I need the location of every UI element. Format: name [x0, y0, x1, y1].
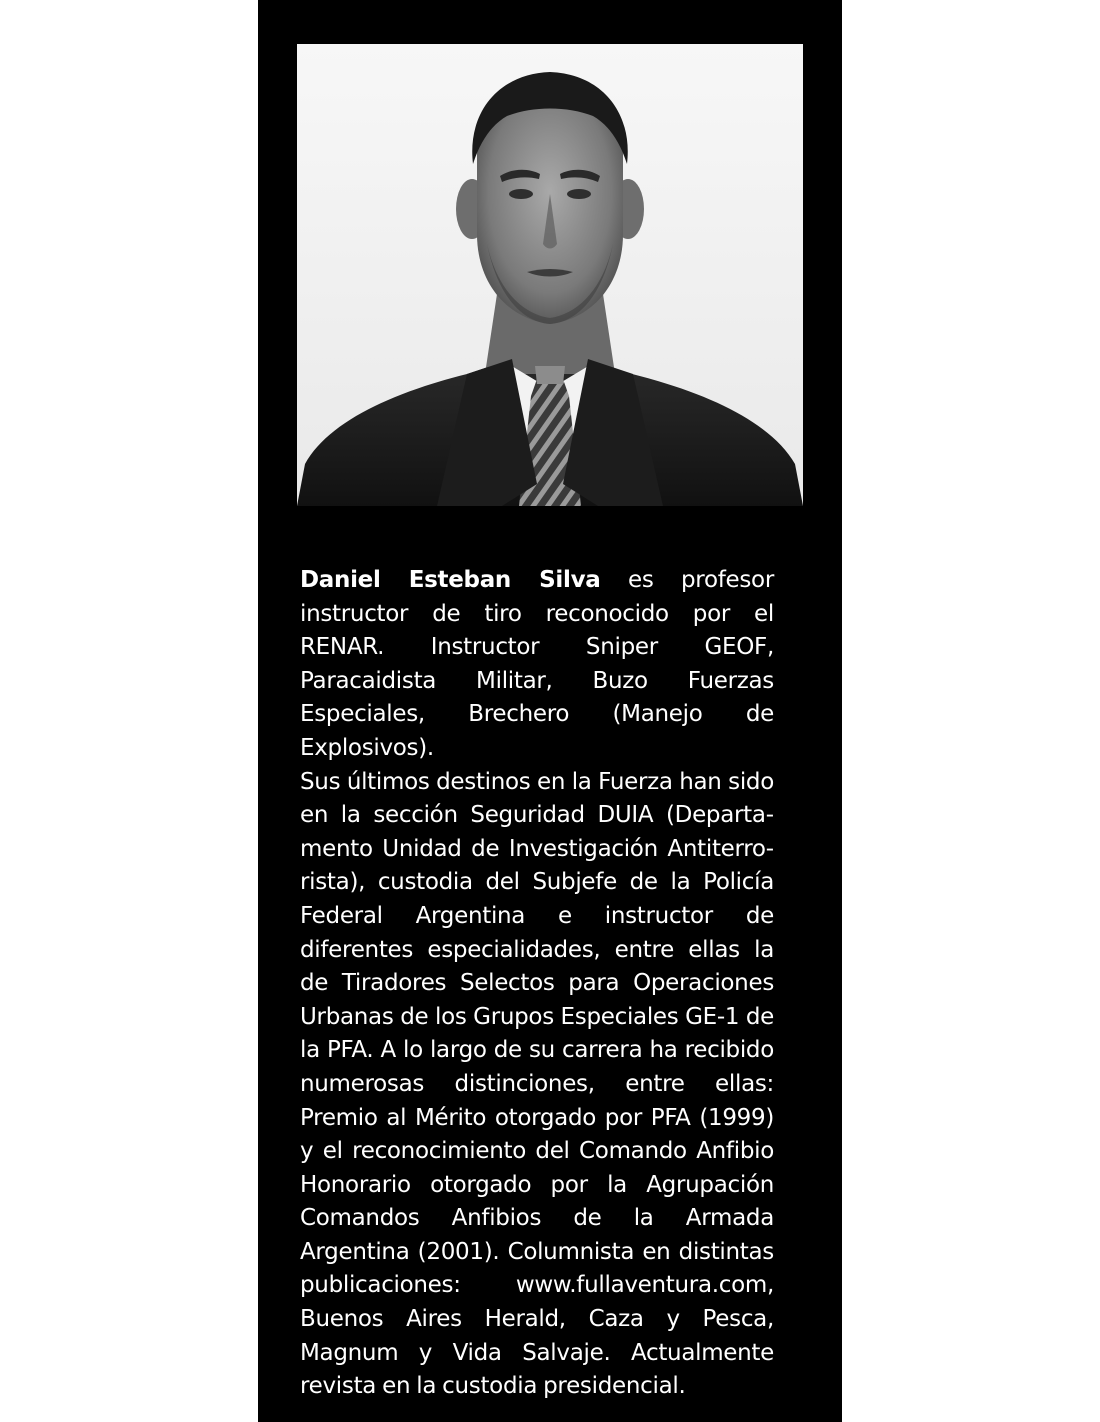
- author-flap: [258, 0, 842, 1422]
- author-portrait-photo: [297, 44, 803, 506]
- author-name: Daniel Esteban Silva: [300, 567, 601, 593]
- author-bio-text: es profesor instructor de tiro reconocido por el RENAR. Instructor Sniper GEOF, Paracaidista Militar, Buzo Fuerzas Especiales, Brechero (Manejo de Explosivos). Sus últimos destinos en la Fuerza han sido en la sección Seguridad DUIA (Departamento Unidad de Investigación Antiterrorista), custodia del Subjefe de la Policía Federal Argentina e instructor de diferentes especialidades, entre ellas la de Tiradores Selectos para Operaciones Urbanas de los Grupos Especiales GE-1 de la PFA. A lo largo de su carrera ha recibido numerosas distinciones, entre ellas: Premio al Mérito otorgado por PFA (1999) y el reconocimiento del Comando Anfibio Honorario otorgado por la Agrupación Comandos Anfibios de la Armada Argentina (2001). Columnista en distintas publicaciones: www.fullaventura.com, Buenos Aires Herald, Caza y Pesca, Magnum y Vida Salvaje. Actualmente revista en la custodia presidencial.: [300, 567, 774, 1400]
- portrait-illustration: [297, 44, 803, 506]
- author-bio-paragraph: [300, 564, 774, 1404]
